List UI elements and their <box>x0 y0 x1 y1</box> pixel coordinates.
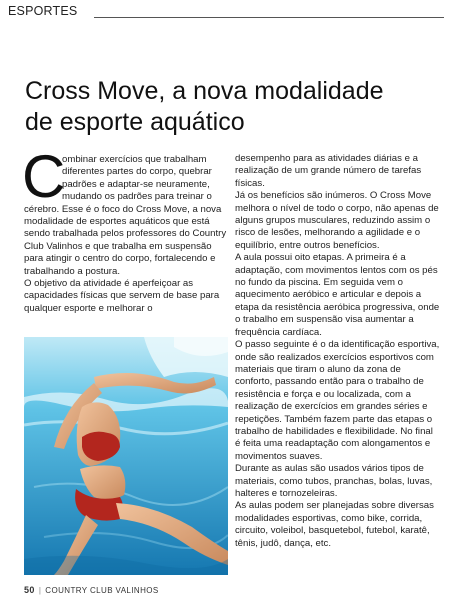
article-paragraph: Durante as aulas são usados vários tipos de materiais, como tubos, pranchas, bolas, luvas, halteres e tornozeleiras. <box>235 463 433 499</box>
footer-separator: | <box>38 586 42 595</box>
paragraph-text: ombinar exercícios que trabalham diferentes partes do corpo, quebrar padrões e adaptar-se neuramente, mudando os padrões para treinar o cérebro. Esse é o foco do Cross Move, a nova modalidade de esportes aquáticos que está sendo trabalhada pelos professores do Country Club Valinhos e que trabalha em suspensão para atingir o centro do corpo, fortalecendo e trabalhando a postura. <box>24 154 227 277</box>
article-paragraph: A aula possui oito etapas. A primeira é a adaptação, com movimentos lentos com os pés no fundo da piscina. Em seguida vem o aquecimento aeróbico e articular e depois a etapa da resistência aeróbica progressiva, onde o trabalho em suspensão visa aumentar a frequência cardíaca. <box>235 252 440 338</box>
section-divider <box>94 17 444 18</box>
article-title <box>25 76 425 138</box>
article-paragraph: O objetivo da atividade é aperfeiçoar as capacidades físicas que servem de base para qualquer esporte e melhorar o <box>24 278 220 314</box>
article-paragraph: Já os benefícios são inúmeros. O Cross Move melhora o nível de todo o corpo, não apenas de alguns grupos musculares, reduzindo assim o risco de lesões, melhorando a agilidade e o equilíbrio, entre outros benefícios. <box>235 190 439 251</box>
swimmer-illustration <box>24 337 228 575</box>
section-header <box>8 4 444 20</box>
article-paragraph: desempenho para as atividades diárias e a realização de um grande número de tarefas físicas. <box>235 153 422 189</box>
article-paragraph <box>22 143 230 278</box>
article-column-right <box>235 153 440 550</box>
article-paragraph: As aulas podem ser planejadas sobre diversas modalidades esportivas, como bike, corrida, circuito, voleibol, basquetebol, futebol, karatê, tênis, judô, dança, etc. <box>235 500 434 549</box>
article-title-line-2: de esporte aquático <box>25 108 245 136</box>
drop-cap: C <box>22 143 66 210</box>
article-title-line-1: Cross Move, a nova modalidade <box>25 77 384 105</box>
article-paragraph: O passo seguinte é o da identificação esportiva, onde são realizados exercícios esportivos com materiais que tiram o aluno da zona de conforto, passando então para o trabalho de resistência e força e ou localizada, com a realização de exercícios em grandes séries e repetições. Também fazem parte das etapas o trabalho de habilidades e flexibilidade. No final é feita uma readaptação com alongamentos e movimentos suaves. <box>235 339 440 462</box>
publication-name: COUNTRY CLUB VALINHOS <box>45 586 159 595</box>
page-number: 50 <box>24 585 35 595</box>
article-column-left <box>22 143 230 315</box>
page-footer <box>24 585 159 595</box>
section-label: ESPORTES <box>8 4 78 18</box>
swimmer-photo <box>24 337 228 575</box>
